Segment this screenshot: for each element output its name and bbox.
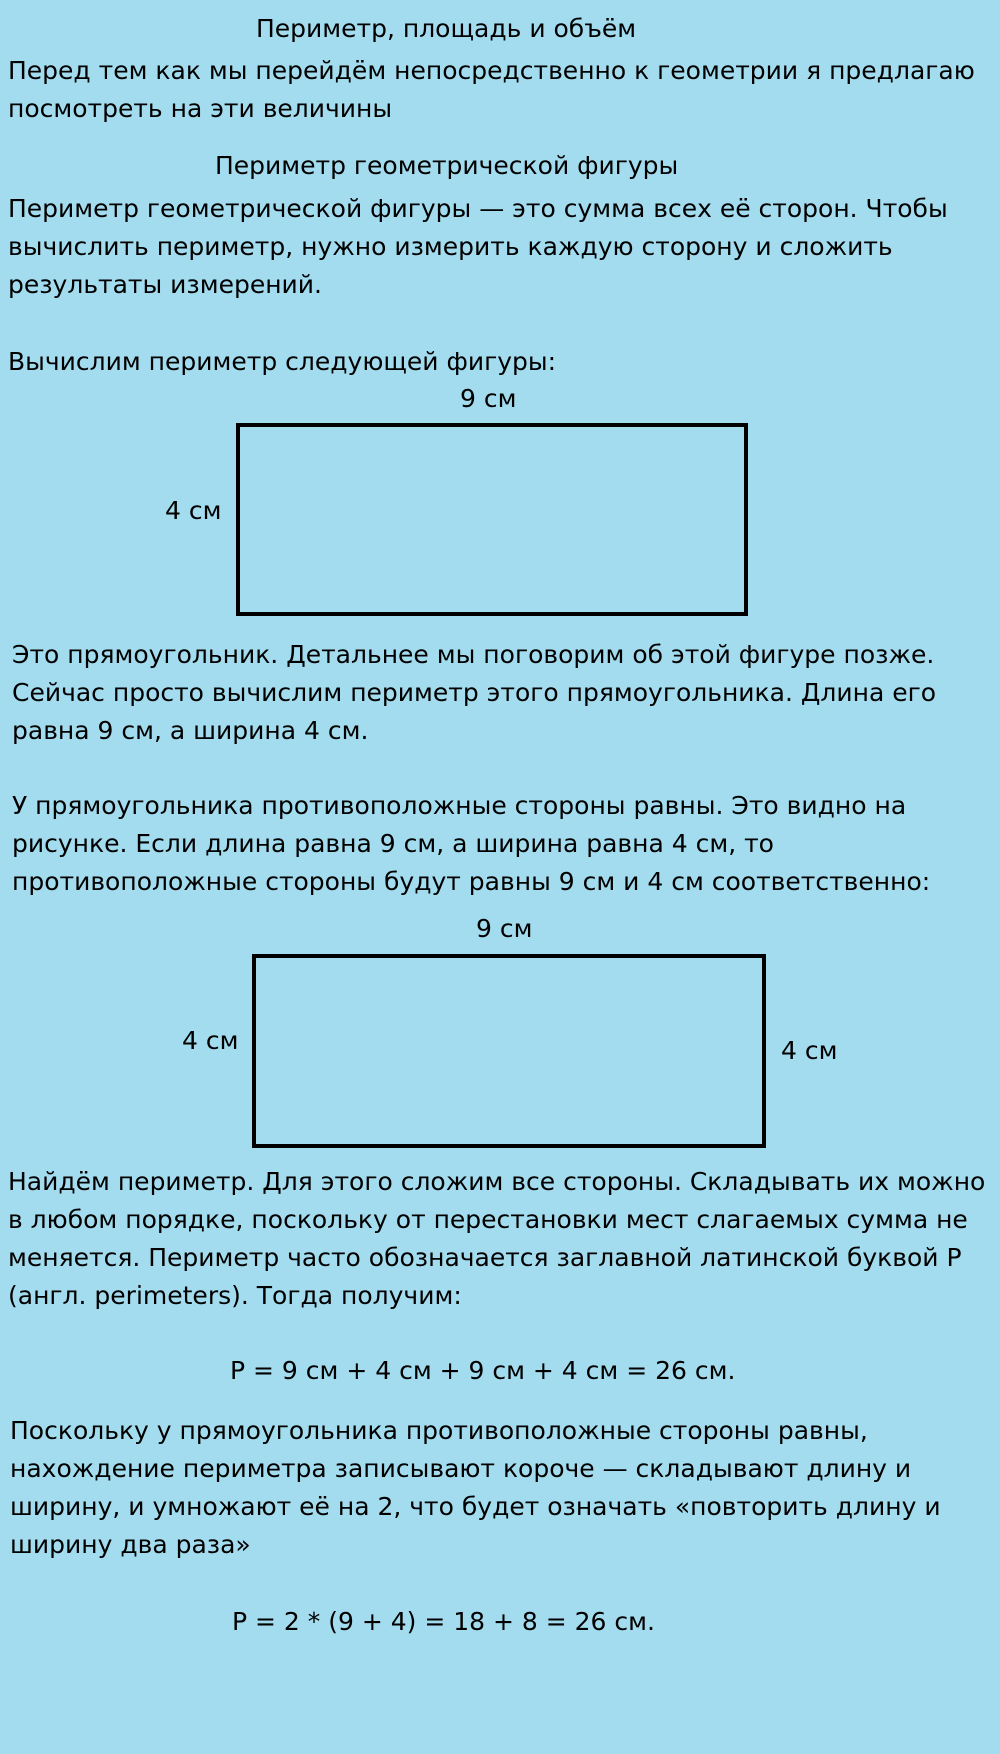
formula2: P = 2 * (9 + 4) = 18 + 8 = 26 см. — [232, 1607, 655, 1636]
paragraph4-line: нахождение периметра записывают короче — складывают длину и — [10, 1454, 912, 1483]
intro-paragraph — [8, 52, 975, 128]
intro-line: посмотреть на эти величины — [8, 94, 393, 123]
task-text: Вычислим периметр следующей фигуры: — [8, 347, 557, 376]
paragraph2-line: противоположные стороны будут равны 9 см и 4 см соответственно: — [12, 867, 931, 896]
figure2-left-label: 4 см — [182, 1026, 239, 1055]
paragraph3-line: Найдём периметр. Для этого сложим все стороны. Складывать их можно — [8, 1167, 986, 1196]
paragraph4-line: ширину два раза» — [10, 1530, 251, 1559]
paragraph3 — [8, 1163, 985, 1315]
paragraph1-line: равна 9 см, а ширина 4 см. — [12, 716, 369, 745]
section-title: Периметр геометрической фигуры — [215, 151, 679, 180]
paragraph3-line: в любом порядке, поскольку от перестановки мест слагаемых сумма не — [8, 1205, 968, 1234]
paragraph4 — [10, 1412, 941, 1564]
paragraph1-line: Сейчас просто вычислим периметр этого прямоугольника. Длина его — [12, 678, 937, 707]
page-title: Периметр, площадь и объём — [256, 14, 637, 43]
paragraph4-line: Поскольку у прямоугольника противоположные стороны равны, — [10, 1416, 868, 1445]
intro-line: Перед тем как мы перейдём непосредственно к геометрии я предлагаю — [8, 56, 975, 85]
paragraph2-line: рисунке. Если длина равна 9 см, а ширина равна 4 см, то — [12, 829, 774, 858]
figure1-top-label: 9 см — [460, 384, 517, 413]
definition-line: вычислить периметр, нужно измерить каждую сторону и сложить — [8, 232, 893, 261]
paragraph3-line: (англ. perimeters). Тогда получим: — [8, 1281, 462, 1310]
definition-line: результаты измерений. — [8, 270, 323, 299]
paragraph3-line: меняется. Периметр часто обозначается заглавной латинской буквой P — [8, 1243, 962, 1272]
figure1-rectangle — [236, 423, 748, 616]
paragraph4-line: ширину, и умножают её на 2, что будет означать «повторить длину и — [10, 1492, 941, 1521]
paragraph1-line: Это прямоугольник. Детальнее мы поговорим об этой фигуре позже. — [12, 640, 935, 669]
paragraph2-line: У прямоугольника противоположные стороны равны. Это видно на — [12, 791, 907, 820]
formula1: P = 9 см + 4 см + 9 см + 4 см = 26 см. — [230, 1356, 736, 1385]
figure2-right-label: 4 см — [781, 1036, 838, 1065]
figure1-left-label: 4 см — [165, 496, 222, 525]
paragraph1 — [12, 636, 936, 750]
figure2-rectangle — [252, 954, 766, 1148]
definition-paragraph — [8, 190, 948, 304]
definition-line: Периметр геометрической фигуры — это сумма всех её сторон. Чтобы — [8, 194, 948, 223]
paragraph2 — [12, 787, 930, 901]
figure2-top-label: 9 см — [476, 914, 533, 943]
